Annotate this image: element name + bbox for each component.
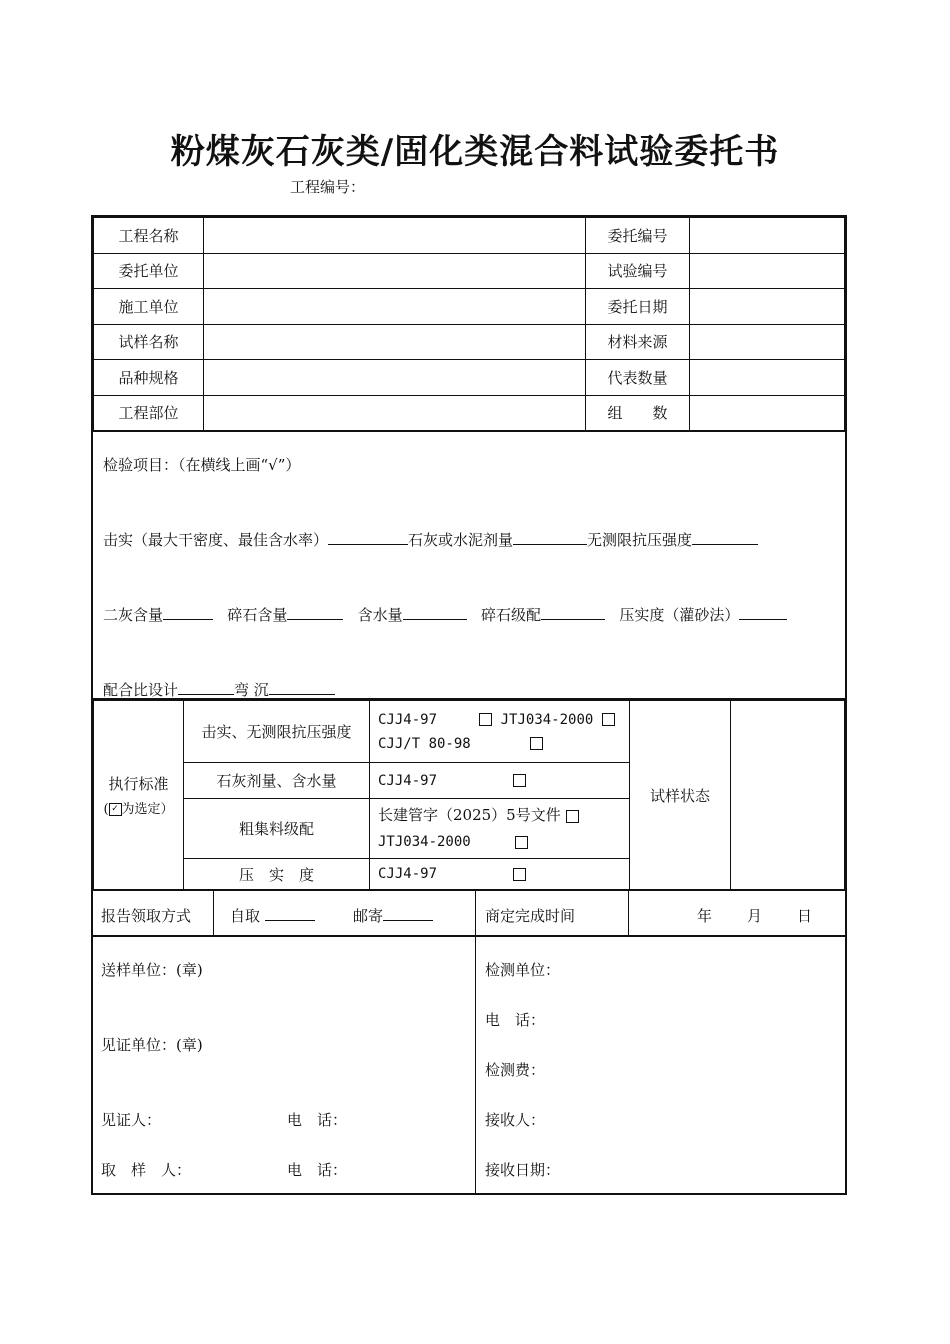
compaction-degree-label: 压实度（灌砂法） <box>619 606 740 624</box>
checkbox-cjj4-97-lime[interactable] <box>513 774 526 787</box>
sample-state-label: 试样状态 <box>630 701 731 890</box>
info-row <box>94 360 845 396</box>
info-value-right[interactable] <box>690 218 845 254</box>
month-label: 月 <box>747 907 763 925</box>
info-value-right[interactable] <box>690 253 845 289</box>
info-value-left[interactable] <box>204 218 586 254</box>
std-options-1 <box>370 701 630 763</box>
gravel-grading-label: 碎石级配 <box>480 606 541 624</box>
info-value-left[interactable] <box>204 395 586 431</box>
page-title: 粉煤灰石灰类/固化类混合料试验委托书 <box>170 132 780 172</box>
info-table <box>91 215 847 432</box>
std-item-2: 石灰剂量、含水量 <box>184 763 370 799</box>
year-label: 年 <box>697 907 713 925</box>
sender-unit-label: 送样单位：(章) <box>101 961 203 979</box>
fly-ash-label: 二灰含量 <box>103 606 164 624</box>
info-value-right[interactable] <box>690 324 845 360</box>
checkbox-cjj4-97-density[interactable] <box>513 868 526 881</box>
deflection-label: 弯 沉 <box>234 681 269 699</box>
checkbox-cjj4-97[interactable] <box>479 713 492 726</box>
std-options-4 <box>370 859 630 890</box>
checkbox-cjj-t-80-98[interactable] <box>530 737 543 750</box>
info-label-right: 委托编号 <box>586 218 690 254</box>
std-item-4: 压 实 度 <box>184 859 370 890</box>
mix-design-blank[interactable] <box>178 680 234 695</box>
std-3-opt-b: JTJ034-2000 <box>378 834 471 850</box>
test-fee-label: 检测费： <box>485 1061 546 1079</box>
checkbox-jtj034-2000[interactable] <box>602 713 615 726</box>
inspection-section <box>91 430 847 700</box>
test-unit-label: 检测单位： <box>485 961 561 979</box>
info-label-right: 组 数 <box>586 395 690 431</box>
receiver-label: 接收人： <box>485 1111 546 1129</box>
lime-cement-label: 石灰或水泥剂量 <box>408 531 514 549</box>
fly-ash-blank[interactable] <box>163 605 213 620</box>
info-value-left[interactable] <box>204 324 586 360</box>
sampler-phone-label: 电 话： <box>287 1161 348 1179</box>
deflection-blank[interactable] <box>269 680 335 695</box>
witness-unit-label: 见证单位：(章) <box>101 1036 203 1054</box>
signature-section <box>91 935 847 1195</box>
info-value-left[interactable] <box>204 360 586 396</box>
info-label-right: 代表数量 <box>586 360 690 396</box>
gravel-content-label: 碎石含量 <box>227 606 288 624</box>
std-item-3: 粗集料级配 <box>184 799 370 859</box>
compaction-blank[interactable] <box>328 530 408 545</box>
self-pickup-blank[interactable] <box>265 906 315 921</box>
std-options-3 <box>370 799 630 859</box>
std-4-opt-a: CJJ4-97 <box>378 866 438 882</box>
info-label-left: 品种规格 <box>94 360 204 396</box>
ucs-blank[interactable] <box>692 530 758 545</box>
info-row <box>94 253 845 289</box>
info-label-left: 委托单位 <box>94 253 204 289</box>
checked-box-icon: ✓ <box>109 803 122 816</box>
water-content-blank[interactable] <box>403 605 467 620</box>
info-value-left[interactable] <box>204 253 586 289</box>
standards-label-cell <box>94 701 184 890</box>
gravel-content-blank[interactable] <box>287 605 343 620</box>
std-3-opt-a: 长建管字（2025）5号文件 <box>378 806 561 824</box>
info-label-left: 工程部位 <box>94 395 204 431</box>
info-row <box>94 395 845 431</box>
std-options-2 <box>370 763 630 799</box>
info-value-right[interactable] <box>690 360 845 396</box>
water-content-label: 含水量 <box>357 606 403 624</box>
day-label: 日 <box>797 907 813 925</box>
checkbox-changjian[interactable] <box>566 810 579 823</box>
info-value-right[interactable] <box>690 395 845 431</box>
standards-label: 执行标准 <box>108 775 169 793</box>
info-label-left: 试样名称 <box>94 324 204 360</box>
mail-label: 邮寄 <box>352 907 383 925</box>
standards-note: 为选定） <box>121 802 174 817</box>
mix-design-label: 配合比设计 <box>103 681 179 699</box>
receive-date-label: 接收日期： <box>485 1161 561 1179</box>
project-number-label: 工程编号： <box>290 178 366 196</box>
sample-state-field[interactable] <box>731 701 845 890</box>
std-2-opt-a: CJJ4-97 <box>378 772 438 789</box>
std-1-opt-c: CJJ/T 80-98 <box>378 735 471 752</box>
report-section <box>91 889 847 937</box>
checkbox-jtj034-2000-grading[interactable] <box>515 836 528 849</box>
info-row <box>94 218 845 254</box>
info-label-right: 委托日期 <box>586 289 690 325</box>
witness-phone-label: 电 话： <box>287 1111 348 1129</box>
info-row <box>94 324 845 360</box>
info-label-right: 材料来源 <box>586 324 690 360</box>
inspection-header: 检验项目：（在横线上画“√”） <box>103 456 301 474</box>
mail-blank[interactable] <box>383 906 433 921</box>
compaction-degree-blank[interactable] <box>739 605 787 620</box>
info-value-right[interactable] <box>690 289 845 325</box>
info-label-right: 试验编号 <box>586 253 690 289</box>
std-1-opt-a: CJJ4-97 <box>378 711 438 728</box>
test-phone-label: 电 话： <box>485 1011 546 1029</box>
ucs-label: 无测限抗压强度 <box>587 531 693 549</box>
gravel-grading-blank[interactable] <box>541 605 605 620</box>
info-label-left: 施工单位 <box>94 289 204 325</box>
std-item-1: 击实、无测限抗压强度 <box>184 701 370 763</box>
info-label-left: 工程名称 <box>94 218 204 254</box>
info-value-left[interactable] <box>204 289 586 325</box>
standards-table <box>91 698 847 891</box>
witness-label: 见证人： <box>101 1111 162 1129</box>
completion-label: 商定完成时间 <box>485 907 576 925</box>
compaction-label: 击实（最大干密度、最佳含水率） <box>103 531 329 549</box>
std-1-opt-b: JTJ034-2000 <box>500 711 594 728</box>
info-row <box>94 289 845 325</box>
note-prefix: ( <box>103 802 109 817</box>
self-pickup-label: 自取 <box>230 907 261 925</box>
report-label: 报告领取方式 <box>101 907 192 925</box>
sampler-label: 取 样 人： <box>101 1161 192 1179</box>
lime-cement-blank[interactable] <box>513 530 587 545</box>
